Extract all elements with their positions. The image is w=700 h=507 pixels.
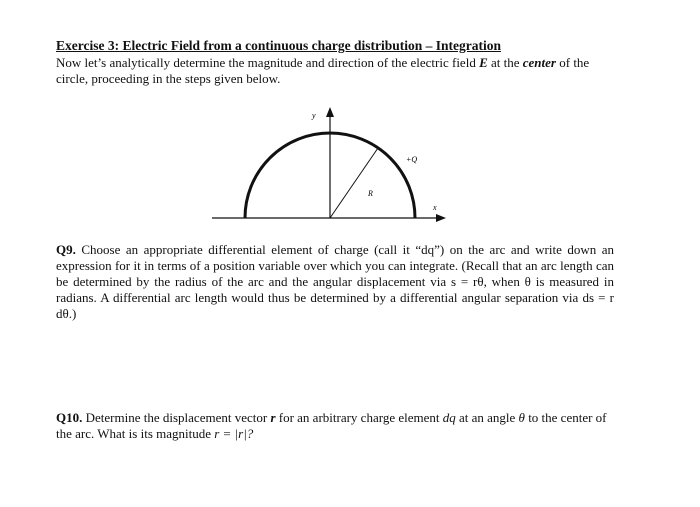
exercise-title: Exercise 3: Electric Field from a continuous charge distribution – Integration: [56, 38, 501, 53]
question-10-number: Q10.: [56, 410, 83, 425]
question-10-text-4: to the center of the arc. What is its magnitude: [56, 410, 607, 441]
displacement-vector-symbol: r: [270, 410, 276, 425]
radius-label: R: [368, 189, 373, 198]
semicircle-diagram: [200, 100, 460, 235]
intro-text-2: at the: [487, 55, 523, 70]
intro-paragraph: [56, 55, 616, 87]
question-9-number: Q9.: [56, 242, 76, 257]
question-10-text-2: for an arbitrary charge element: [275, 410, 443, 425]
intro-text-3: of the circle, proceeding in the steps given below.: [56, 55, 590, 86]
magnitude-expression: r = |r|?: [214, 426, 254, 441]
x-axis-arrowhead: [436, 214, 446, 222]
question-10: [56, 410, 614, 442]
question-9: [56, 242, 614, 322]
y-axis-arrowhead: [326, 107, 334, 117]
y-axis-label: y: [312, 111, 316, 120]
question-9-text: Choose an appropriate differential element of charge (call it “dq”) on the arc and write down an expression for it in terms of a position variable over which you can integrate. (Recall that an arc length can be determined by the radius of the arc and the angular displacement via s = rθ, when θ is measured in radians. A differential arc length would thus be determined by a differential angular separation via ds = r dθ.): [56, 242, 614, 321]
question-10-text-1: Determine the displacement vector: [82, 410, 271, 425]
x-axis-label: x: [433, 203, 437, 212]
question-10-text-3: at an angle: [455, 410, 519, 425]
radius-line: [330, 148, 378, 218]
field-symbol-e: E: [479, 55, 488, 70]
center-emphasis: center: [522, 55, 556, 70]
charge-label: +Q: [406, 155, 418, 164]
theta-symbol: θ: [518, 410, 525, 425]
intro-text-1: Now let’s analytically determine the magnitude and direction of the electric field: [56, 55, 480, 70]
dq-symbol: dq: [442, 410, 456, 425]
